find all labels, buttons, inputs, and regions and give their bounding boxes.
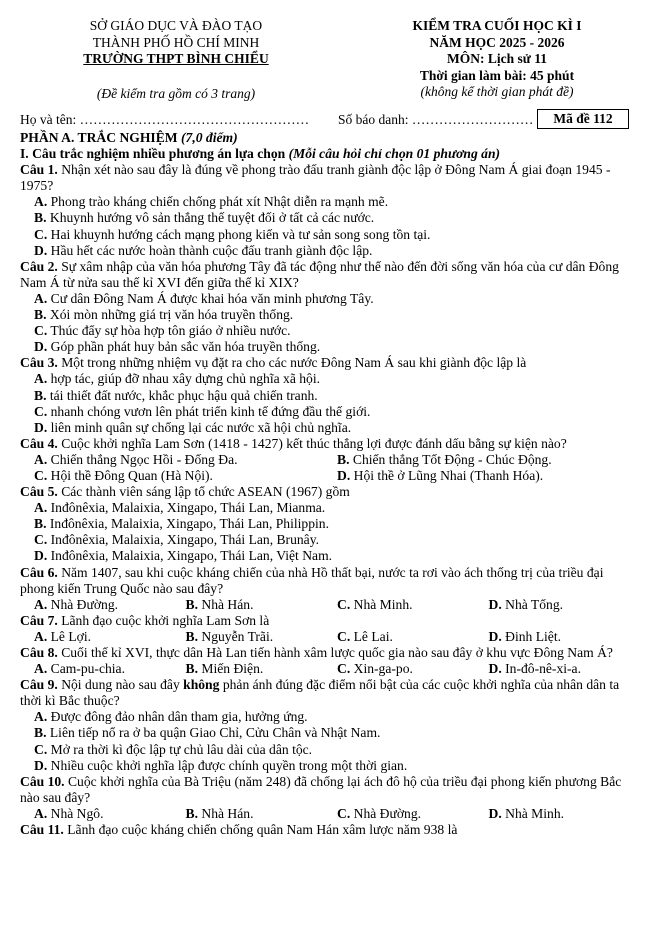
option-key: A. (34, 709, 48, 725)
school-block (56, 18, 296, 102)
option-text: hợp tác, giúp đỡ nhau xây dựng chủ nghĩa xã hội. (50, 371, 321, 387)
answer-option[interactable] (20, 388, 640, 404)
question-1 (20, 162, 640, 194)
subsection-title: I. Câu trắc nghiệm nhiều phương án lựa chọn (Mỗi câu hỏi chỉ chọn 01 phương án) (20, 146, 501, 162)
option-text: Cư dân Đông Nam Á được khai hóa văn minh phương Tây. (50, 290, 374, 306)
option-text: Nhà Đường. (353, 805, 422, 821)
answer-option[interactable] (186, 661, 338, 677)
option-key: C. (34, 226, 48, 242)
answer-option[interactable] (489, 661, 641, 677)
question-3 (20, 355, 640, 371)
option-key: C. (34, 467, 48, 483)
option-text: Liên tiếp nổ ra ở ba quận Giao Chỉ, Cửu Chân và Nhật Nam. (49, 725, 381, 741)
answer-option[interactable] (20, 548, 640, 564)
option-key: B. (34, 516, 47, 532)
option-key: D. (34, 548, 48, 564)
option-text: Đinh Liệt. (505, 628, 562, 644)
option-key: C. (34, 323, 48, 339)
question-text: Cuộc khởi nghĩa Lam Sơn (1418 - 1427) kết thúc thắng lợi được đánh dấu bằng sự kiện nào? (61, 435, 567, 451)
option-text: Khuynh hướng vô sản thắng thế tuyệt đối ở tất cả các nước. (49, 210, 375, 226)
answer-row (20, 661, 640, 677)
option-key: C. (34, 532, 48, 548)
option-text: liên minh quân sự chống lại các nước xã hội chủ nghĩa. (50, 419, 352, 435)
answer-row (20, 597, 640, 613)
answer-option[interactable] (489, 629, 641, 645)
answer-option[interactable] (34, 806, 186, 822)
option-text: Nhà Minh. (505, 805, 565, 821)
option-key: D. (488, 596, 502, 612)
option-key: B. (185, 628, 198, 644)
option-key: C. (337, 596, 351, 612)
option-key: B. (185, 596, 198, 612)
question-text: Lãnh đạo cuộc khởi nghĩa Lam Sơn là (61, 612, 270, 628)
option-key: D. (34, 339, 48, 355)
duration-note: (không kể thời gian phát đề) (420, 84, 574, 99)
answer-row (20, 806, 640, 822)
answer-option[interactable] (20, 420, 640, 436)
option-key: A. (34, 805, 48, 821)
answer-option[interactable] (337, 597, 489, 613)
option-text: Inđônêxia, Malaixia, Xingapo, Thái Lan, Việt Nam. (50, 548, 333, 564)
question-7 (20, 613, 640, 629)
answer-option[interactable] (186, 597, 338, 613)
option-key: A. (34, 290, 48, 306)
exam-code-box: Mã đề 112 (537, 109, 629, 129)
answer-row (20, 452, 640, 468)
question-label: Câu 8. (20, 645, 58, 660)
question-label: Câu 5. (20, 484, 58, 500)
answer-option[interactable] (20, 516, 640, 532)
answer-option[interactable] (20, 291, 640, 307)
option-key: A. (34, 371, 48, 387)
exam-body (20, 130, 640, 838)
answer-option[interactable] (337, 806, 489, 822)
option-key: B. (185, 805, 198, 821)
answer-option[interactable] (489, 597, 641, 613)
answer-option[interactable] (20, 243, 640, 259)
student-name-field[interactable]: Họ và tên: …………………………………………… (20, 112, 310, 127)
option-text: Nhà Tống. (505, 596, 564, 612)
section-title: PHẦN A. TRẮC NGHIỆM (7,0 điểm) (20, 130, 238, 145)
option-text: tái thiết đất nước, khắc phục hậu quả chiến tranh. (49, 387, 318, 403)
answer-option[interactable] (34, 661, 186, 677)
answer-option[interactable] (34, 452, 337, 468)
question-text: Năm 1407, sau khi cuộc kháng chiến của nhà Hồ thất bại, nước ta rơi vào ách thống trị của triều đại phong kiến Trung Quốc nào sau đây? (20, 564, 604, 596)
option-text: Nhà Minh. (353, 596, 413, 612)
answer-option[interactable] (20, 500, 640, 516)
option-key: D. (34, 757, 48, 773)
option-key: C. (337, 628, 351, 644)
option-text: In-đô-nê-xi-a. (505, 661, 581, 677)
option-key: B. (34, 387, 47, 403)
question-label: Câu 7. (20, 612, 58, 628)
question-label: Câu 4. (20, 435, 58, 451)
answer-option[interactable] (34, 597, 186, 613)
question-text: Sự xâm nhập của văn hóa phương Tây đã tác động như thế nào đến đời sống văn hóa của cư dân Đông Nam Á từ nửa sau thế kỉ XVI đến giữa thế kỉ XIX? (20, 258, 619, 290)
answer-option[interactable] (20, 758, 640, 774)
option-text: Góp phần phát huy bản sắc văn hóa truyền thống. (50, 339, 321, 355)
question-label: Câu 9. (20, 677, 58, 693)
option-key: C. (34, 403, 48, 419)
question-11 (20, 822, 640, 838)
option-key: A. (34, 628, 48, 644)
option-text: Hầu hết các nước hoàn thành cuộc đấu tranh giành độc lập. (50, 242, 373, 258)
question-text: Cuộc khởi nghĩa của Bà Triệu (năm 248) đã chống lại ách đô hộ của triều đại phong kiến phương Bắc nào sau đây? (20, 773, 622, 805)
city-name: THÀNH PHỐ HỒ CHÍ MINH (92, 34, 260, 50)
option-text: Miến Điện. (201, 661, 264, 677)
option-text: Nhà Ngô. (50, 805, 104, 821)
question-label: Câu 1. (20, 162, 58, 178)
question-text: Cuối thế kỉ XVI, thực dân Hà Lan tiến hành xâm lược quốc gia nào sau đây ở khu vực Đông Nam Á? (61, 645, 613, 660)
answer-option[interactable] (337, 661, 489, 677)
answer-option[interactable] (20, 339, 640, 355)
question-4 (20, 436, 640, 452)
option-text: Chiến thắng Tốt Động - Chúc Động. (352, 451, 552, 467)
answer-option[interactable] (20, 227, 640, 243)
option-key: C. (34, 741, 48, 757)
option-text: Nhà Hán. (201, 596, 254, 612)
question-text: Nội dung nào sau đây (61, 677, 184, 693)
question-label: Câu 10. (20, 773, 65, 789)
student-id-field[interactable]: Số báo danh: ……………………… (338, 112, 534, 127)
option-key: D. (34, 419, 48, 435)
option-key: B. (337, 451, 350, 467)
option-text: Chiến thắng Ngọc Hồi - Đống Đa. (50, 451, 238, 467)
option-key: A. (34, 500, 48, 516)
option-key: A. (34, 194, 48, 210)
question-label: Câu 6. (20, 564, 58, 580)
option-text: Inđônêxia, Malaixia, Xingapo, Thái Lan, Mianma. (50, 500, 326, 516)
question-text: Một trong những nhiệm vụ đặt ra cho các nước Đông Nam Á sau khi giành độc lập là (61, 355, 527, 371)
option-key: A. (34, 451, 48, 467)
option-key: D. (488, 628, 502, 644)
option-key: B. (34, 725, 47, 741)
subject: MÔN: Lịch sử 11 (447, 51, 547, 66)
option-text: Nhà Hán. (201, 805, 254, 821)
option-key: A. (34, 596, 48, 612)
option-text: Lê Lai. (353, 628, 393, 644)
option-text: Lê Lợi. (50, 628, 92, 644)
option-key: D. (337, 467, 351, 483)
option-text: Hội thề Đông Quan (Hà Nội). (50, 467, 213, 483)
exam-header (0, 0, 658, 130)
option-text: Hội thề ở Lũng Nhai (Thanh Hóa). (353, 467, 544, 483)
option-text: Cam-pu-chia. (50, 661, 125, 677)
question-text-emphasis: không (183, 677, 220, 693)
answer-option[interactable] (20, 210, 640, 226)
option-text: Thúc đẩy sự hòa hợp tôn giáo ở nhiều nước. (50, 323, 291, 339)
question-8 (20, 645, 640, 661)
exam-info-block (362, 18, 632, 101)
page-count-note: (Đề kiểm tra gồm có 3 trang) (96, 85, 256, 101)
question-2 (20, 259, 640, 291)
answer-option[interactable] (34, 468, 337, 484)
option-text: Nhà Đường. (50, 596, 119, 612)
option-text: Xin-ga-po. (353, 661, 413, 677)
option-text: Inđônêxia, Malaixia, Xingapo, Thái Lan, Philippin. (49, 516, 329, 532)
option-key: C. (337, 661, 351, 677)
question-text: Các thành viên sáng lập tổ chức ASEAN (1967) gồm (61, 484, 350, 500)
answer-option[interactable] (186, 629, 338, 645)
question-10 (20, 774, 640, 806)
question-6 (20, 565, 640, 597)
answer-option[interactable] (20, 532, 640, 548)
answer-option[interactable] (20, 371, 640, 387)
question-label: Câu 11. (20, 822, 64, 838)
school-name: TRƯỜNG THPT BÌNH CHIỂU (83, 51, 269, 66)
department-name: SỞ GIÁO DỤC VÀ ĐÀO TẠO (89, 18, 263, 33)
question-label: Câu 2. (20, 258, 58, 274)
answer-option[interactable] (20, 709, 640, 725)
question-text: Lãnh đạo cuộc kháng chiến chống quân Nam Hán xâm lược năm 938 là (67, 822, 458, 838)
answer-option[interactable] (489, 806, 641, 822)
answer-option[interactable] (20, 725, 640, 741)
answer-option[interactable] (20, 323, 640, 339)
answer-option[interactable] (186, 806, 338, 822)
option-text: Nguyễn Trãi. (201, 628, 274, 644)
answer-row (20, 468, 640, 484)
answer-option[interactable] (20, 194, 640, 210)
option-key: A. (34, 661, 48, 677)
question-9 (20, 677, 640, 709)
option-text: Xói mòn những giá trị văn hóa truyền thống. (49, 307, 294, 323)
question-text: Nhận xét nào sau đây là đúng về phong trào đấu tranh giành độc lập ở Đông Nam Á giai đoạn 1945 - 1975? (20, 162, 611, 194)
answer-option[interactable] (20, 742, 640, 758)
answer-option[interactable] (34, 629, 186, 645)
option-text: Inđônêxia, Malaixia, Xingapo, Thái Lan, Brunây. (50, 532, 320, 548)
option-key: C. (337, 805, 351, 821)
duration: Thời gian làm bài: 45 phút (419, 67, 575, 83)
option-key: B. (185, 661, 198, 677)
answer-option[interactable] (337, 468, 640, 484)
answer-option[interactable] (337, 629, 489, 645)
option-text: Hai khuynh hướng cách mạng phong kiến và tư sản song song tồn tại. (50, 226, 431, 242)
answer-option[interactable] (337, 452, 640, 468)
answer-option[interactable] (20, 307, 640, 323)
option-key: D. (488, 805, 502, 821)
option-text: Được đông đảo nhân dân tham gia, hưởng ứng. (50, 709, 308, 725)
answer-option[interactable] (20, 404, 640, 420)
option-text: nhanh chóng vươn lên phát triển kinh tế đứng đầu thế giới. (50, 403, 371, 419)
option-text: Mở ra thời kì độc lập tự chủ lâu dài của dân tộc. (50, 741, 313, 757)
question-5 (20, 484, 640, 500)
option-key: D. (488, 661, 502, 677)
option-key: B. (34, 307, 47, 323)
option-text: Nhiều cuộc khởi nghĩa lập được chính quyền trong một thời gian. (50, 757, 408, 773)
option-key: B. (34, 210, 47, 226)
exam-title: KIỂM TRA CUỐI HỌC KÌ I (412, 18, 582, 33)
school-year: NĂM HỌC 2025 - 2026 (429, 34, 565, 50)
question-label: Câu 3. (20, 355, 58, 371)
answer-row (20, 629, 640, 645)
question-text: phản ánh đúng đặc điểm nổi bật của các cuộc khởi nghĩa của nhân dân ta thời kì Bắc thuộc? (20, 677, 620, 709)
option-key: D. (34, 242, 48, 258)
option-text: Phong trào kháng chiến chống phát xít Nhật diễn ra mạnh mẽ. (50, 194, 389, 210)
